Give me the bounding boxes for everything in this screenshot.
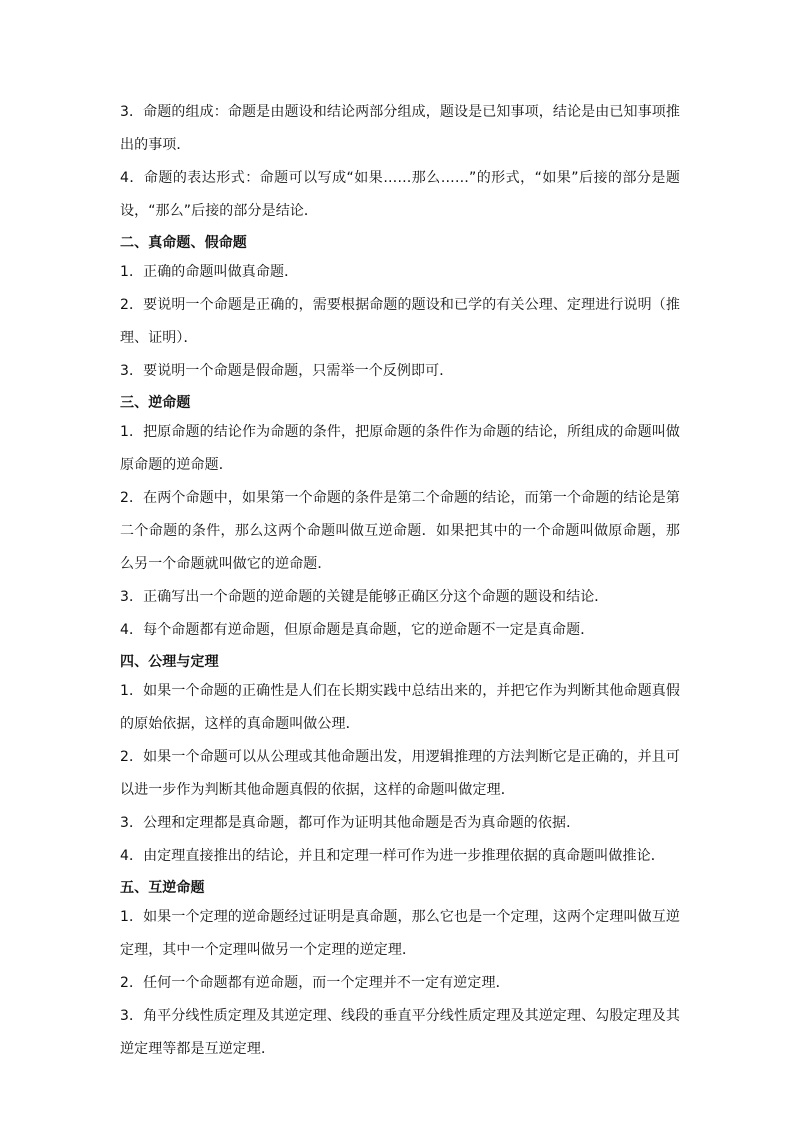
paragraph: 1．把原命题的结论作为命题的条件，把原命题的条件作为命题的结论，所组成的命题叫做原命题的逆命题． — [120, 424, 680, 473]
section-heading: 五、互逆命题 — [120, 880, 205, 896]
paragraph: 3．命题的组成：命题是由题设和结论两部分组成，题设是已知事项，结论是由已知事项推出的事项． — [120, 104, 680, 153]
paragraph: 2．任何一个命题都有逆命题，而一个定理并不一定有逆定理． — [120, 975, 510, 991]
paragraph: 4．命题的表达形式：命题可以写成“如果……那么……”的形式，“如果”后接的部分是题设，“那么”后接的部分是结论． — [120, 170, 680, 219]
section-heading: 四、公理与定理 — [120, 654, 219, 670]
paragraph: 2．如果一个命题可以从公理或其他命题出发，用逻辑推理的方法判断它是正确的，并且可以进一步作为判断其他命题真假的依据，这样的命题叫做定理． — [120, 749, 680, 798]
paragraph: 1．如果一个定理的逆命题经过证明是真命题，那么它也是一个定理，这两个定理叫做互逆定理，其中一个定理叫做另一个定理的逆定理． — [120, 909, 680, 958]
paragraph: 1．如果一个命题的正确性是人们在长期实践中总结出来的，并把它作为判断其他命题真假的原始依据，这样的真命题叫做公理． — [120, 683, 680, 732]
paragraph: 3．要说明一个命题是假命题，只需举一个反例即可． — [120, 363, 454, 379]
section-heading: 二、真命题、假命题 — [120, 235, 247, 251]
paragraph: 4．每个命题都有逆命题，但原命题是真命题，它的逆命题不一定是真命题． — [120, 622, 595, 638]
paragraph: 3．正确写出一个命题的逆命题的关键是能够正确区分这个命题的题设和结论． — [120, 589, 609, 605]
paragraph: 4．由定理直接推出的结论，并且和定理一样可作为进一步推理依据的真命题叫做推论． — [120, 848, 665, 864]
document-body — [120, 96, 680, 1066]
paragraph: 1．正确的命题叫做真命题． — [120, 264, 299, 280]
paragraph: 2．在两个命题中，如果第一个命题的条件是第二个命题的结论，而第一个命题的结论是第二个命题的条件，那么这两个命题叫做互逆命题．如果把其中的一个命题叫做原命题，那么另一个命题就叫做它的逆命题． — [120, 490, 680, 572]
paragraph: 3．角平分线性质定理及其逆定理、线段的垂直平分线性质定理及其逆定理、勾股定理及其逆定理等都是互逆定理． — [120, 1008, 680, 1057]
paragraph: 3．公理和定理都是真命题，都可作为证明其他命题是否为真命题的依据． — [120, 815, 581, 831]
section-heading: 三、逆命题 — [120, 395, 191, 411]
paragraph: 2．要说明一个命题是正确的，需要根据命题的题设和已学的有关公理、定理进行说明（推理、证明）． — [120, 297, 680, 346]
